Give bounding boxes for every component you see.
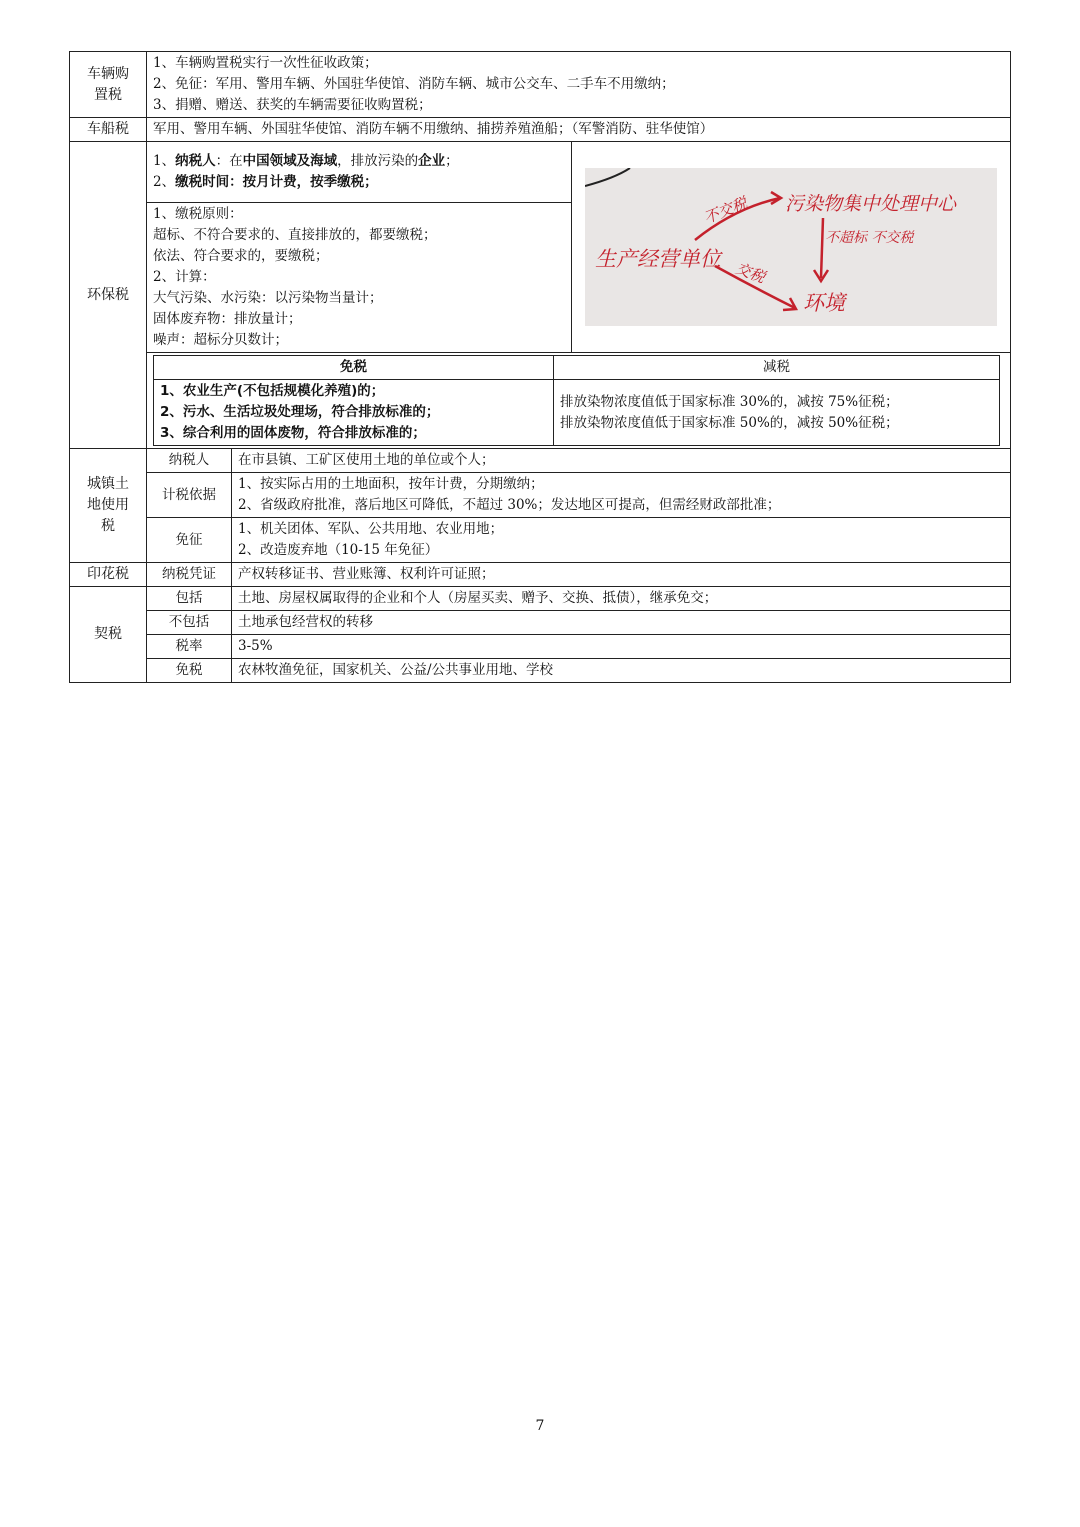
- deed-tax-text: 土地、房屋权属取得的企业和个人（房屋买卖、赠予、交换、抵债），继承免交；: [232, 587, 1011, 611]
- vehicle-purchase-line: 3、捐赠、赠送、获奖的车辆需要征收购置税；: [153, 97, 432, 113]
- row-deed-tax-include: [70, 587, 1011, 611]
- urban-land-text: 1、按实际占用的土地面积，按年计费，分期缴纳； 2、省级政府批准，落后地区可降低，不超过 30%；发达地区可提高，但需经财政部批准；: [232, 473, 1011, 518]
- deed-tax-text: 土地承包经营权的转移: [232, 611, 1011, 635]
- vehicle-purchase-line: 1、车辆购置税实行一次性征收政策；: [153, 55, 378, 71]
- exempt-item: 1、农业生产(不包括规模化养殖)的；: [160, 383, 385, 399]
- arrow-center-to-environment: [821, 218, 823, 278]
- stamp-tax-label: 纳税凭证: [147, 563, 232, 587]
- env-tax-relief-table: [153, 355, 1000, 446]
- env-tax-title: 环保税: [70, 142, 147, 449]
- tax-table: [69, 51, 1011, 683]
- handwritten-diagram-photo: [585, 168, 997, 326]
- deed-tax-label: 包括: [147, 587, 232, 611]
- env-tax-basics: [147, 142, 572, 203]
- handwritten-diagram: [585, 168, 997, 326]
- row-env-tax-top: [70, 142, 1011, 203]
- row-deed-tax-exempt: [70, 659, 1011, 683]
- stamp-tax-text: 产权转移证书、营业账簿、权利许可证照；: [232, 563, 1011, 587]
- urban-land-text: 1、机关团体、军队、公共用地、农业用地； 2、改造废弃地（10-15 年免征）: [232, 518, 1011, 563]
- row-env-tax-relief: [70, 353, 1011, 449]
- exempt-item: 3、综合利用的固体废物，符合排放标准的；: [160, 425, 426, 441]
- vehicle-purchase-tax-content: [147, 52, 1011, 118]
- row-urban-land-basis: [70, 473, 1011, 518]
- row-vehicle-vessel-tax: [70, 118, 1011, 142]
- row-stamp-tax: [70, 563, 1011, 587]
- row-deed-tax-exclude: [70, 611, 1011, 635]
- urban-land-label: 计税依据: [147, 473, 232, 518]
- row-deed-tax-rate: [70, 635, 1011, 659]
- diagram-no-tax-label: 不交税: [701, 193, 750, 228]
- deed-tax-label: 不包括: [147, 611, 232, 635]
- env-tax-photo-cell: [572, 142, 1011, 353]
- urban-land-tax-title: 城镇土 地使用 税: [70, 449, 147, 563]
- env-payment-time-line: 2、缴税时间：按月计费，按季缴税；: [153, 174, 378, 190]
- tax-table-page: [69, 51, 1010, 683]
- deed-tax-title: 契税: [70, 587, 147, 683]
- deed-tax-text: 3-5%: [232, 635, 1011, 659]
- deed-tax-label: 税率: [147, 635, 232, 659]
- deed-tax-text: 农林牧渔免征，国家机关、公益/公共事业用地、学校: [232, 659, 1011, 683]
- diagram-center-label: 污染物集中处理中心: [785, 193, 957, 215]
- env-tax-principles: 1、缴税原则： 超标、不符合要求的、直接排放的，都要缴税； 依法、符合要求的，要缴税； 2、计算： 大气污染、水污染：以污染物当量计； 固体废弃物：排放量计； 噪声：超标分贝数计；: [147, 203, 572, 353]
- stamp-tax-title: 印花税: [70, 563, 147, 587]
- page-number: 7: [535, 1418, 545, 1434]
- urban-land-label: 免征: [147, 518, 232, 563]
- reduce-item: 排放染物浓度值低于国家标准 30%的，减按 75%征税；: [560, 393, 899, 410]
- row-urban-land-taxpayer: [70, 449, 1011, 473]
- vehicle-vessel-tax-text: 军用、警用车辆、外国驻华使馆、消防车辆不用缴纳、捕捞养殖渔船；（军警消防、驻华使馆）: [147, 118, 1011, 142]
- reduce-item: 排放染物浓度值低于国家标准 50%的，减按 50%征税；: [560, 414, 899, 431]
- env-taxpayer-line: 1、纳税人：在中国领域及海域，排放污染的企业；: [153, 153, 459, 169]
- deed-tax-label: 免税: [147, 659, 232, 683]
- exempt-items: [154, 380, 554, 446]
- diagram-not-exceed-label: 不超标 不交税: [825, 230, 914, 246]
- vehicle-vessel-tax-title: 车船税: [70, 118, 147, 142]
- exempt-item: 2、污水、生活垃圾处理场，符合排放标准的；: [160, 404, 440, 420]
- row-vehicle-purchase-tax: [70, 52, 1011, 118]
- reduce-items: [554, 380, 1000, 446]
- urban-land-text: 在市县镇、工矿区使用土地的单位或个人；: [232, 449, 1011, 473]
- vehicle-purchase-line: 2、免征：军用、警用车辆、外国驻华使馆、消防车辆、城市公交车、二手车不用缴纳；: [153, 76, 675, 92]
- diagram-env-label: 环境: [803, 291, 846, 315]
- env-tax-relief-cell: [147, 353, 1011, 449]
- diagram-tax-label: 交税: [733, 259, 768, 287]
- diagram-source-label: 生产经营单位: [595, 247, 722, 271]
- row-urban-land-exempt: [70, 518, 1011, 563]
- exempt-header: 免税: [154, 356, 554, 380]
- urban-land-label: 纳税人: [147, 449, 232, 473]
- vehicle-purchase-tax-title: 车辆购 置税: [70, 52, 147, 118]
- reduce-header: 减税: [554, 356, 1000, 380]
